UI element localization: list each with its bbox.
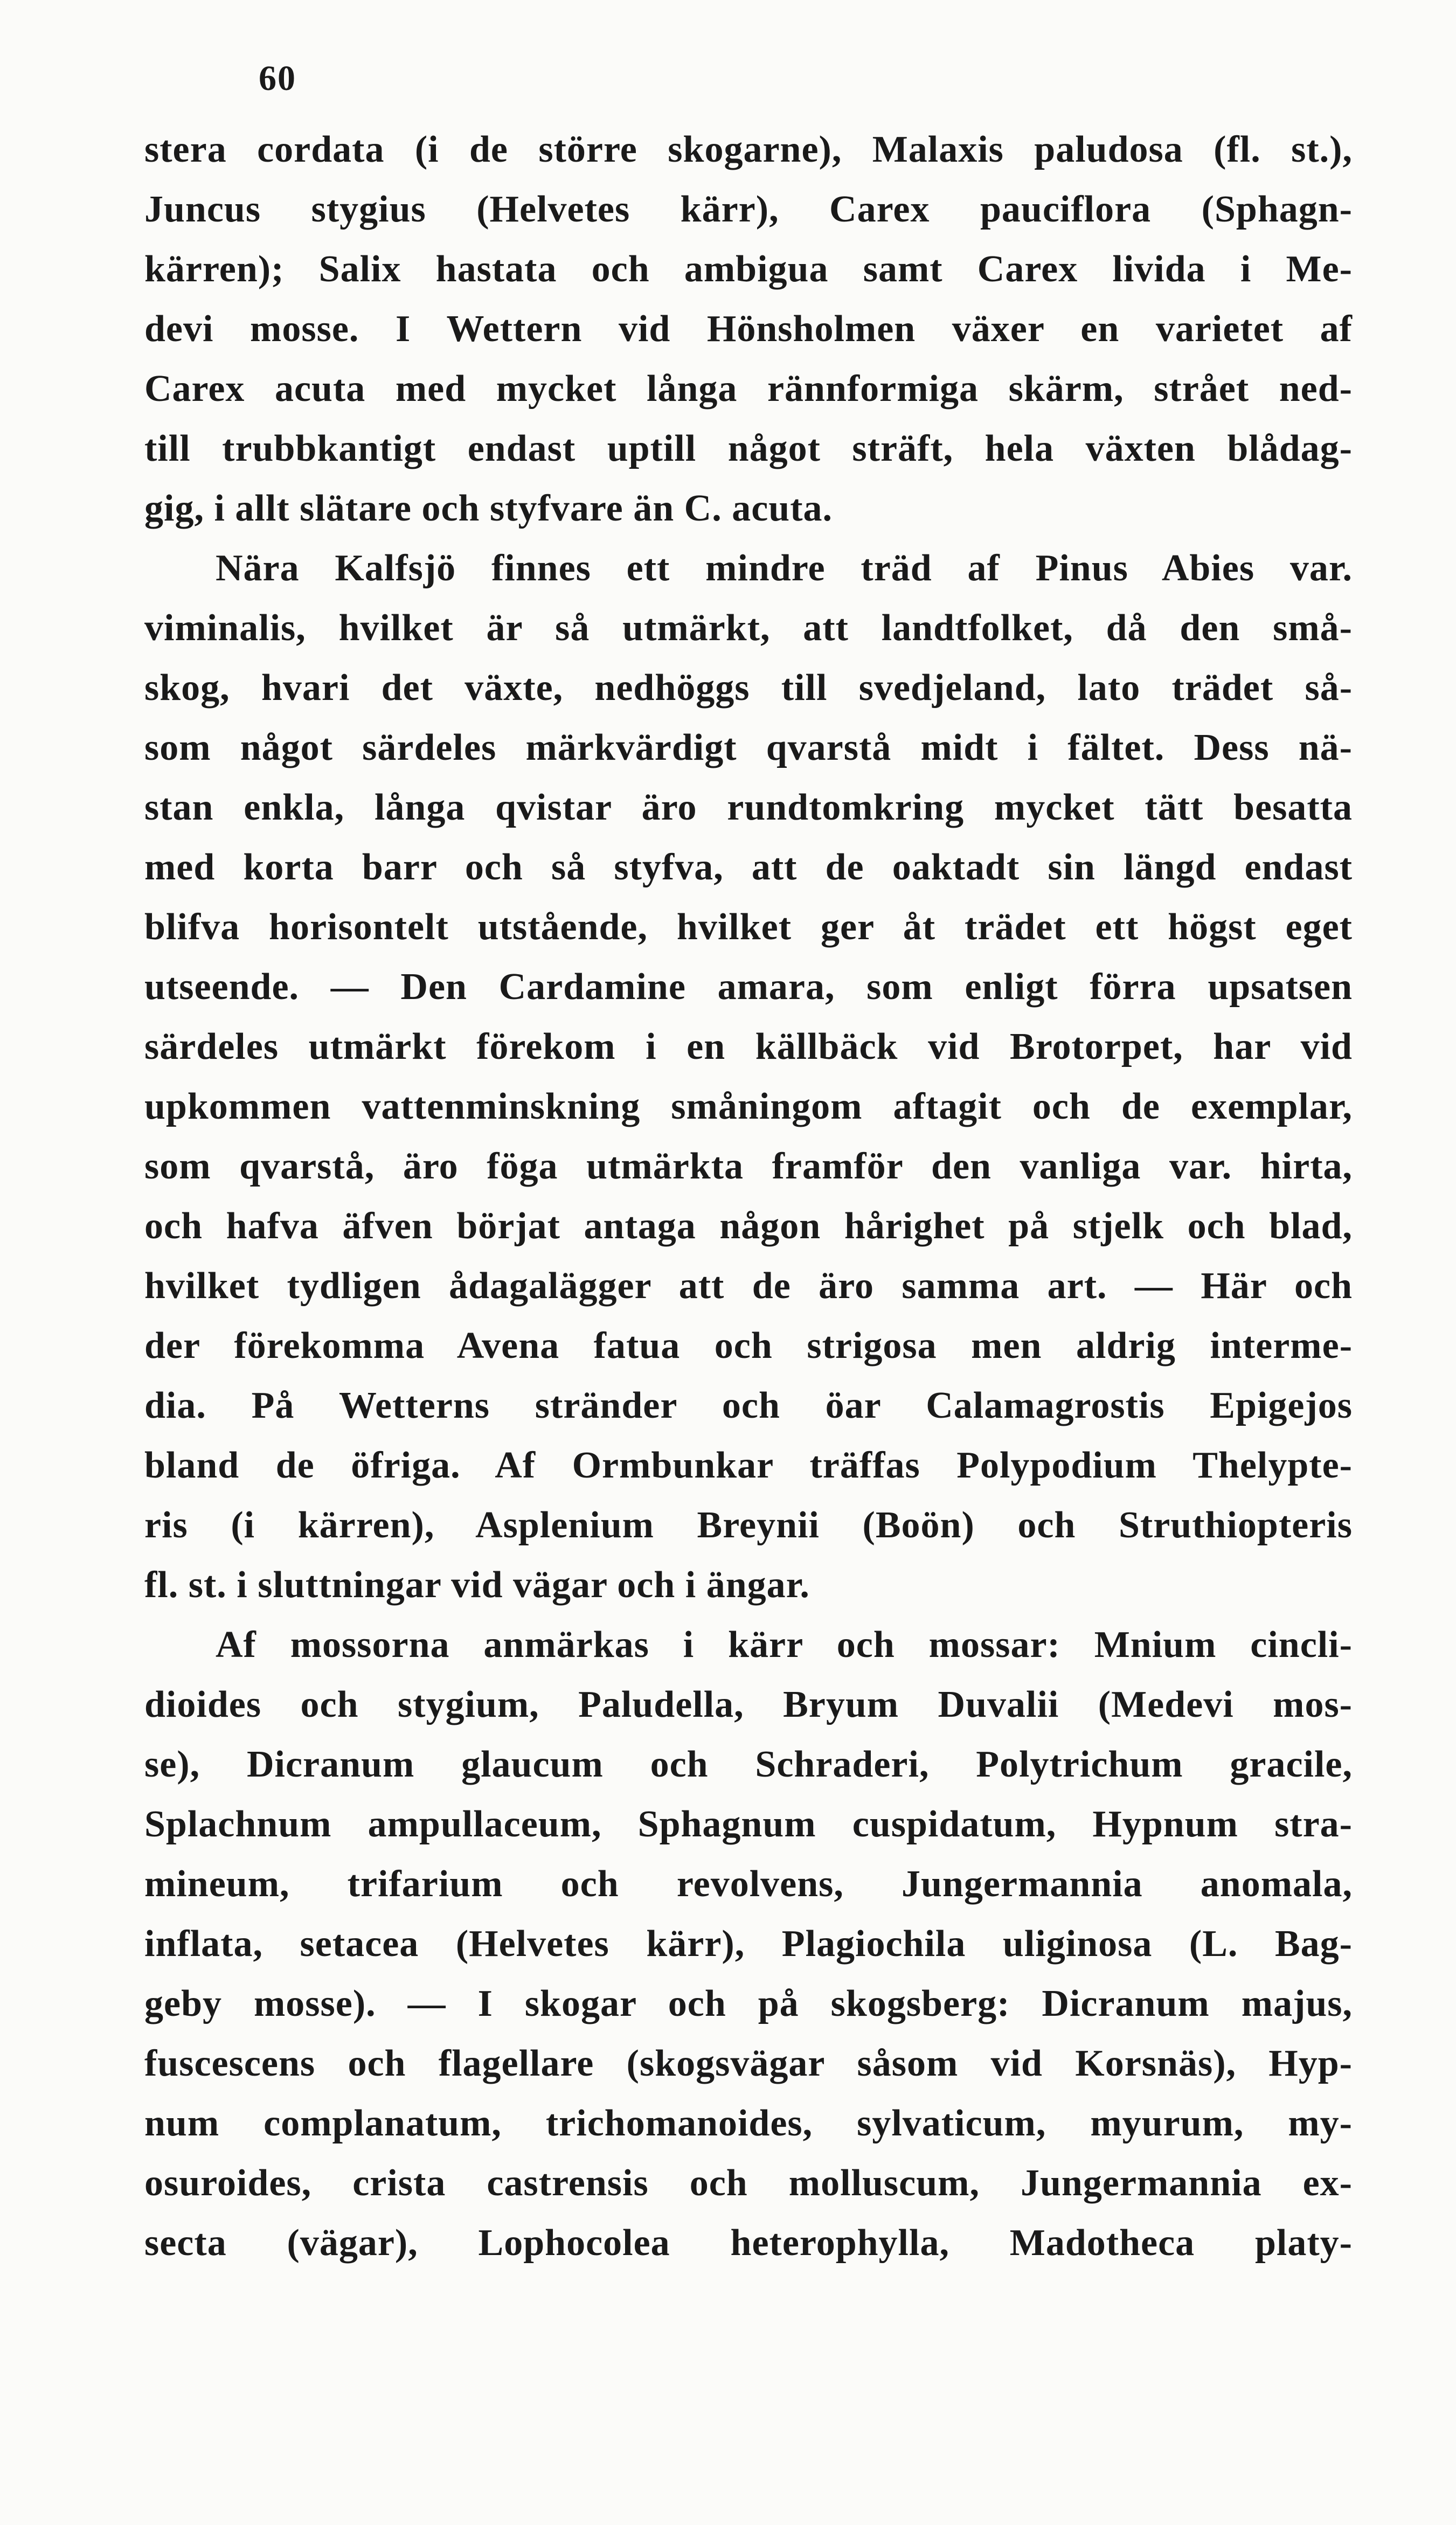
text-line: der förekomma Avena fatua och strigosa men aldrig interme- (144, 1325, 1353, 1366)
text-line: upkommen vattenminskning småningom aftagit och de exemplar, (144, 1086, 1353, 1127)
text-line: fl. st. i sluttningar vid vägar och i ängar. (144, 1564, 810, 1606)
text-line: till trubbkantigt endast uptill något sträft, hela växten blådag- (144, 428, 1353, 469)
page-number: 60 (259, 59, 296, 98)
text-line: Splachnum ampullaceum, Sphagnum cuspidatum, Hypnum stra- (144, 1803, 1353, 1845)
text-line: och hafva äfven börjat antaga någon hårighet på stjelk och blad, (144, 1205, 1353, 1247)
text-line: devi mosse. I Wettern vid Hönsholmen växer en varietet af (144, 308, 1353, 350)
text-line: blifva horisontelt utstående, hvilket ger åt trädet ett högst eget (144, 906, 1353, 948)
text-line: viminalis, hvilket är så utmärkt, att landtfolket, då den små- (144, 607, 1353, 649)
text-line: inflata, setacea (Helvetes kärr), Plagiochila uliginosa (L. Bag- (144, 1923, 1353, 1965)
text-line: Juncus stygius (Helvetes kärr), Carex pauciflora (Sphagn- (144, 189, 1353, 230)
text-line: hvilket tydligen ådagalägger att de äro samma art. — Här och (144, 1265, 1353, 1307)
text-line: gig, i allt slätare och styfvare än C. acuta. (144, 488, 833, 529)
text-line: stan enkla, långa qvistar äro rundtomkring mycket tätt besatta (144, 787, 1353, 828)
text-line: som något särdeles märkvärdigt qvarstå midt i fältet. Dess nä- (144, 727, 1353, 768)
body-text (144, 120, 1353, 2273)
text-line: kärren); Salix hastata och ambigua samt Carex livida i Me- (144, 248, 1353, 290)
text-line: se), Dicranum glaucum och Schraderi, Polytrichum gracile, (144, 1744, 1353, 1785)
text-line: geby mosse). — I skogar och på skogsberg: Dicranum majus, (144, 1983, 1353, 2024)
text-line: utseende. — Den Cardamine amara, som enligt förra upsatsen (144, 966, 1353, 1008)
text-line: fuscescens och flagellare (skogsvägar såsom vid Korsnäs), Hyp- (144, 2043, 1353, 2084)
text-line: mineum, trifarium och revolvens, Jungermannia anomala, (144, 1863, 1353, 1905)
text-line: som qvarstå, äro föga utmärkta framför den vanliga var. hirta, (144, 1146, 1353, 1187)
text-line: särdeles utmärkt förekom i en källbäck vid Brotorpet, har vid (144, 1026, 1353, 1067)
text-line: med korta barr och så styfva, att de oaktadt sin längd endast (144, 847, 1353, 888)
text-line: Af mossorna anmärkas i kärr och mossar: Mnium cincli- (216, 1624, 1353, 1666)
text-line: dioides och stygium, Paludella, Bryum Duvalii (Medevi mos- (144, 1684, 1353, 1725)
text-line: skog, hvari det växte, nedhöggs till svedjeland, lato trädet så- (144, 667, 1353, 709)
text-line: bland de öfriga. Af Ormbunkar träffas Polypodium Thelypte- (144, 1445, 1353, 1486)
text-line: Carex acuta med mycket långa rännformiga skärm, strået ned- (144, 368, 1353, 410)
text-line: ris (i kärren), Asplenium Breynii (Boön) och Struthiopteris (144, 1504, 1353, 1546)
text-line: num complanatum, trichomanoides, sylvaticum, myurum, my- (144, 2103, 1353, 2144)
text-line: secta (vägar), Lophocolea heterophylla, Madotheca platy- (144, 2222, 1353, 2264)
text-line: Nära Kalfsjö finnes ett mindre träd af Pinus Abies var. (216, 547, 1353, 589)
text-line: stera cordata (i de större skogarne), Malaxis paludosa (fl. st.), (144, 129, 1353, 170)
text-line: osuroides, crista castrensis och molluscum, Jungermannia ex- (144, 2162, 1353, 2204)
text-line: dia. På Wetterns stränder och öar Calamagrostis Epigejos (144, 1385, 1353, 1426)
